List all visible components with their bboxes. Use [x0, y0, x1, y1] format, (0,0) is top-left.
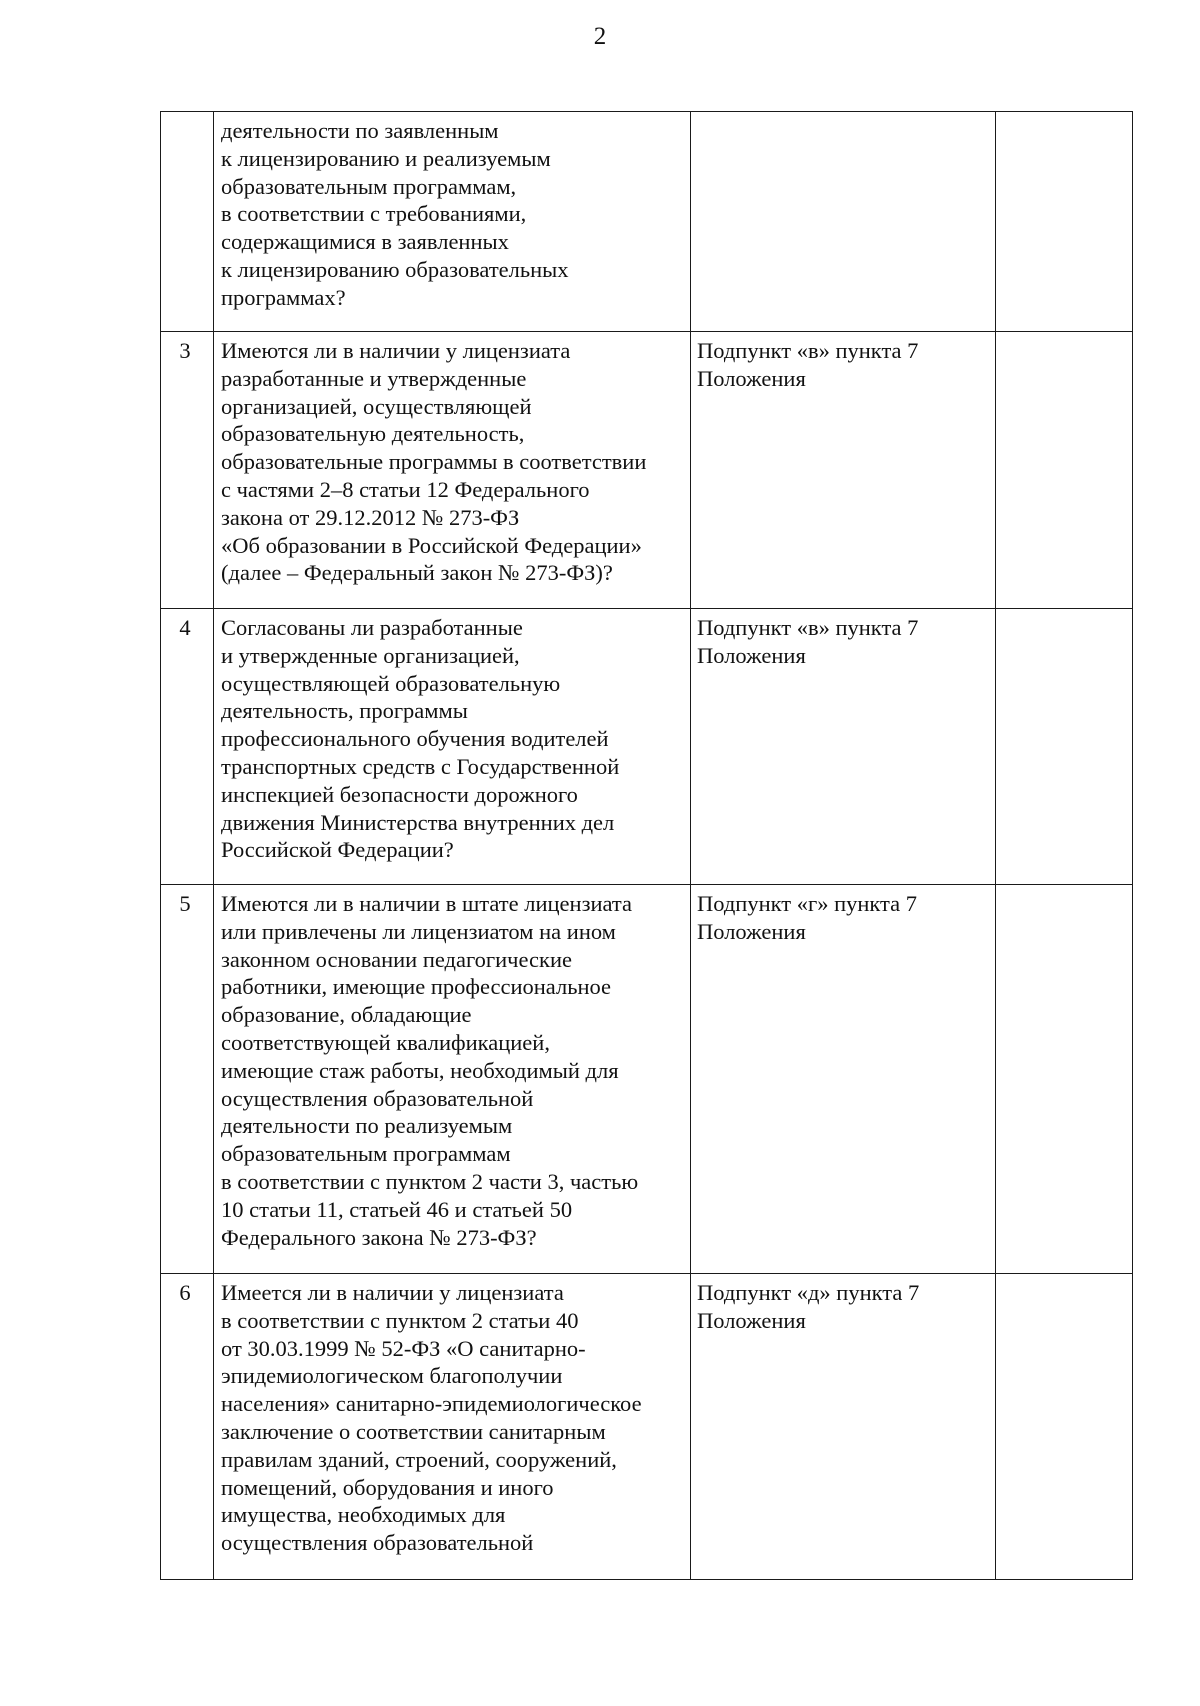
question-cell: [214, 1274, 691, 1580]
question-cell: [214, 332, 691, 609]
question-cell: [214, 885, 691, 1274]
row-number-cell: [161, 609, 214, 885]
row-number: 6: [179, 1280, 191, 1305]
reference-text: Подпункт «д» пункта 7 Положения: [697, 1280, 920, 1333]
question-cell: [214, 609, 691, 885]
question-cell: [214, 112, 691, 332]
reference-cell: [691, 885, 996, 1274]
table-row: [161, 332, 1133, 609]
row-number-cell: [161, 885, 214, 1274]
row-number: [161, 112, 213, 117]
row-number: 4: [179, 615, 191, 640]
table-row: [161, 112, 1133, 332]
question-text: Имеется ли в наличии у лицензиата в соответствии с пунктом 2 статьи 40 от 30.03.1999 № 52-ФЗ «О санитарно- эпидемиологическом благополучии населения» санитарно-эпидемиологическое заключение о соответствии санитарным правилам зданий, строений, сооружений, помещений, оборудования и иного имущества, необходимых для осуществления образовательной: [221, 1280, 642, 1556]
reference-cell: [691, 332, 996, 609]
mark-cell: [996, 112, 1133, 332]
reference-text: Подпункт «в» пункта 7 Положения: [697, 615, 919, 668]
mark-cell: [996, 885, 1133, 1274]
reference-cell: [691, 112, 996, 332]
question-text: Согласованы ли разработанные и утвержденные организацией, осуществляющей образовательную деятельность, программы профессионального обучения водителей транспортных средств с Государственной инспекцией безопасности дорожного движения Министерства внутренних дел Российской Федерации?: [221, 615, 620, 863]
checklist-table: [160, 111, 1133, 1580]
question-text: Имеются ли в наличии у лицензиата разработанные и утвержденные организацией, осуществляющей образовательную деятельность, образовательные программы в соответствии с частями 2–8 статьи 12 Федерального закона от 29.12.2012 № 273-ФЗ «Об образовании в Российской Федерации» (далее – Федеральный закон № 273-ФЗ)?: [221, 338, 647, 586]
row-number: 5: [179, 891, 191, 916]
reference-cell: [691, 1274, 996, 1580]
mark-cell: [996, 609, 1133, 885]
table-row: [161, 885, 1133, 1274]
row-number-cell: [161, 332, 214, 609]
reference-cell: [691, 609, 996, 885]
table-row: [161, 1274, 1133, 1580]
row-number-cell: [161, 112, 214, 332]
question-text: Имеются ли в наличии в штате лицензиата или привлечены ли лицензиатом на ином законном основании педагогические работники, имеющие профессиональное образование, обладающие соответствующей квалификацией, имеющие стаж работы, необходимый для осуществления образовательной деятельности по реализуемым образовательным программам в соответствии с пунктом 2 части 3, частью 10 статьи 11, статьей 46 и статьей 50 Федерального закона № 273-ФЗ?: [221, 891, 639, 1250]
mark-cell: [996, 332, 1133, 609]
question-text: деятельности по заявленным к лицензированию и реализуемым образовательным программам, в соответствии с требованиями, содержащимися в заявленных к лицензированию образовательных программах?: [221, 118, 569, 310]
reference-text: [691, 112, 995, 123]
row-number-cell: [161, 1274, 214, 1580]
reference-text: Подпункт «г» пункта 7 Положения: [697, 891, 918, 944]
page-number: 2: [593, 23, 607, 50]
row-number: 3: [179, 338, 191, 363]
table-row: [161, 609, 1133, 885]
reference-text: Подпункт «в» пункта 7 Положения: [697, 338, 919, 391]
mark-cell: [996, 1274, 1133, 1580]
